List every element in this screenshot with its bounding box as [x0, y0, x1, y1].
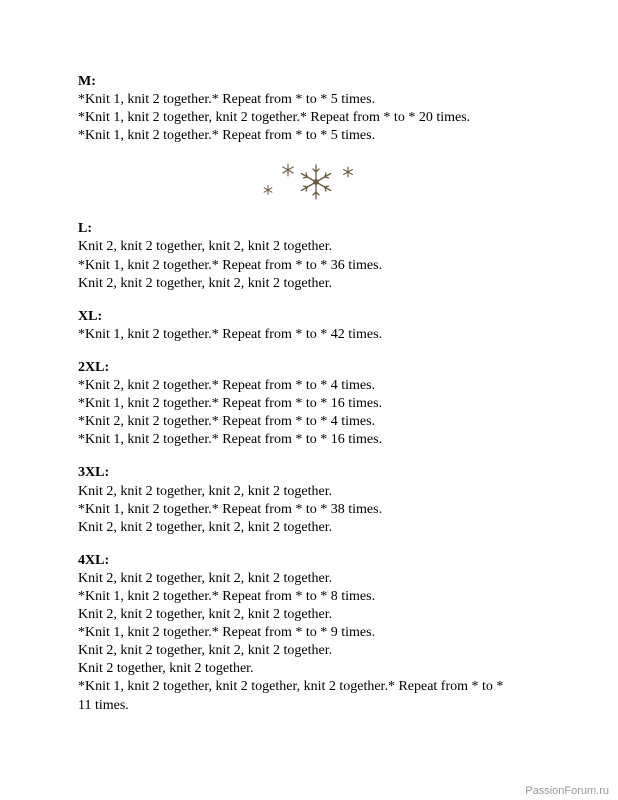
- size-heading: 2XL:: [78, 359, 110, 375]
- instruction-line: Knit 2, knit 2 together, knit 2, knit 2 together.: [78, 607, 333, 623]
- instruction-line: Knit 2, knit 2 together, knit 2, knit 2 together.: [78, 483, 333, 499]
- size-section-m: [78, 73, 548, 145]
- instruction-line: *Knit 2, knit 2 together.* Repeat from * to * 4 times.: [78, 378, 376, 394]
- instruction-line: Knit 2, knit 2 together, knit 2, knit 2 together.: [78, 519, 333, 535]
- size-section-3xl: [78, 464, 548, 536]
- instruction-line: *Knit 1, knit 2 together.* Repeat from * to * 16 times.: [78, 396, 383, 412]
- size-section-4xl: [78, 552, 548, 715]
- instruction-line: Knit 2, knit 2 together, knit 2, knit 2 together.: [78, 239, 333, 255]
- instruction-line: *Knit 1, knit 2 together.* Repeat from * to * 9 times.: [78, 625, 376, 641]
- instruction-line: Knit 2 together, knit 2 together.: [78, 661, 254, 677]
- instruction-line: *Knit 1, knit 2 together.* Repeat from * to * 38 times.: [78, 501, 383, 517]
- instruction-line: *Knit 1, knit 2 together.* Repeat from * to * 5 times.: [78, 128, 376, 144]
- instruction-line: Knit 2, knit 2 together, knit 2, knit 2 together.: [78, 643, 333, 659]
- size-heading: L:: [78, 221, 92, 237]
- instruction-line: *Knit 1, knit 2 together.* Repeat from * to * 42 times.: [78, 326, 383, 342]
- instruction-line: *Knit 2, knit 2 together.* Repeat from * to * 4 times.: [78, 414, 376, 430]
- instruction-line: Knit 2, knit 2 together, knit 2, knit 2 together.: [78, 275, 333, 291]
- instruction-line: *Knit 1, knit 2 together, knit 2 together, knit 2 together.* Repeat from * to *: [78, 679, 504, 695]
- size-section-xl: [78, 308, 548, 344]
- instruction-line: Knit 2, knit 2 together, knit 2, knit 2 together.: [78, 570, 333, 586]
- instruction-line: *Knit 1, knit 2 together.* Repeat from * to * 36 times.: [78, 257, 383, 273]
- size-heading: 4XL:: [78, 552, 110, 568]
- watermark-text: PassionForum.ru: [525, 785, 609, 797]
- instruction-line: *Knit 1, knit 2 together.* Repeat from * to * 16 times.: [78, 432, 383, 448]
- size-heading: 3XL:: [78, 465, 110, 481]
- size-section-2xl: [78, 359, 548, 449]
- size-section-l: [78, 220, 548, 292]
- size-heading: XL:: [78, 308, 103, 324]
- instruction-line: *Knit 1, knit 2 together.* Repeat from * to * 5 times.: [78, 92, 376, 108]
- instruction-line: *Knit 1, knit 2 together, knit 2 together.* Repeat from * to * 20 times.: [78, 110, 471, 126]
- snowflake-ornament-icon: [261, 160, 361, 206]
- size-heading: M:: [78, 74, 96, 89]
- instruction-line: 11 times.: [78, 697, 129, 713]
- pattern-instructions: [78, 73, 548, 730]
- instruction-line: *Knit 1, knit 2 together.* Repeat from * to * 8 times.: [78, 588, 376, 604]
